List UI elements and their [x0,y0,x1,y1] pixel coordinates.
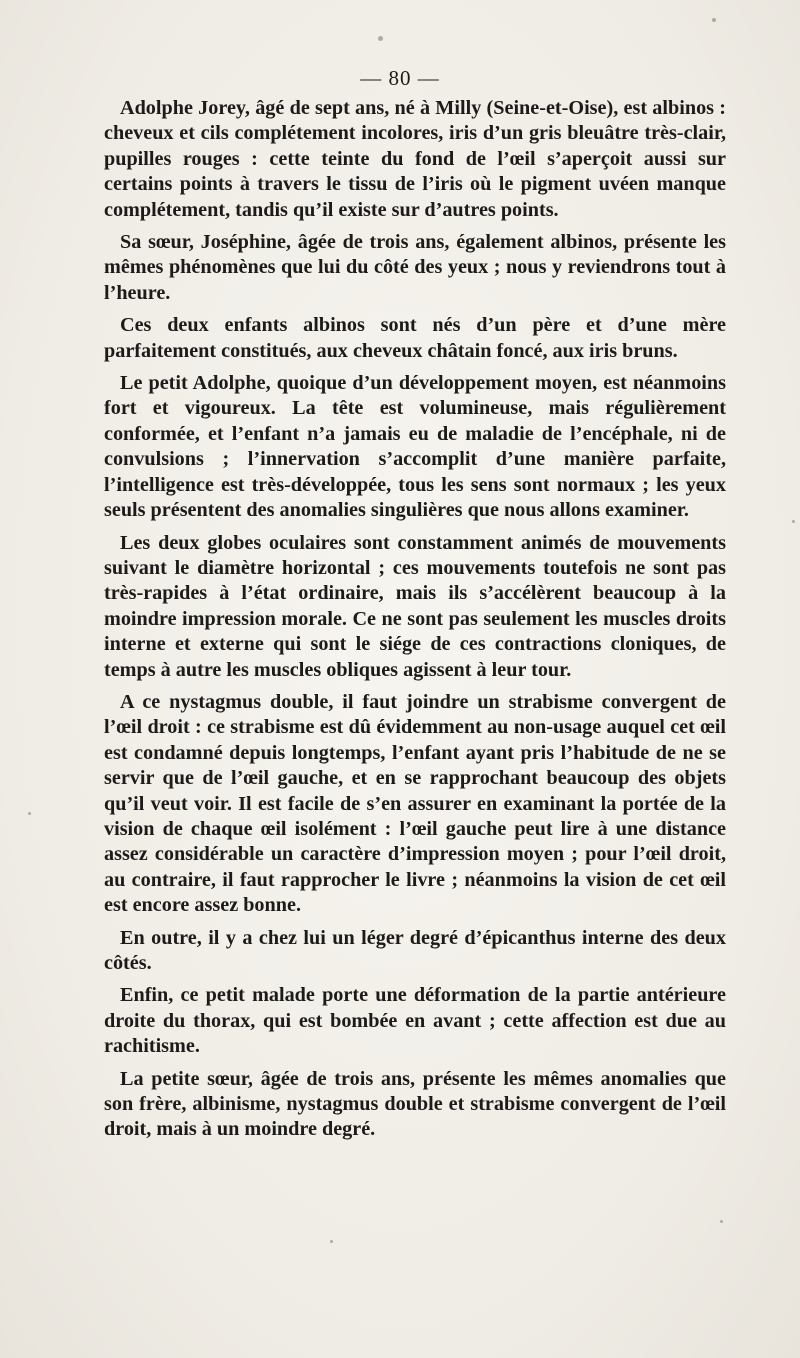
paragraph-1: Adolphe Jorey, âgé de sept ans, né à Milly (Seine-et-Oise), est albinos : cheveux et cils complétement incolores, iris d’un gris bleuâtre très-clair, pupilles rouges : cette teinte du fond de l’œil s’aperçoit aussi sur certains points à travers le tissu de l’iris où le pigment uvéen manque complétement, tandis qu’il existe sur d’autres points. [104,97,726,221]
paragraph-4: Le petit Adolphe, quoique d’un développement moyen, est néanmoins fort et vigoureux. La tête est volumineuse, mais régulièrement conformée, et l’enfant n’a jamais eu de maladie de l’encéphale, ni de convulsions ; l’innervation s’accomplit d’une manière parfaite, l’intelligence est très-développée, tous les sens sont normaux ; les yeux seuls présentent des anomalies singulières que nous allons examiner. [104,372,726,522]
page-number: — 80 — [360,66,440,90]
paper-speck [712,18,716,22]
paper-speck [378,36,383,41]
paragraph-2: Sa sœur, Joséphine, âgée de trois ans, également albinos, présente les mêmes phénomènes que lui du côté des yeux ; nous y reviendrons tout à l’heure. [104,231,726,304]
paper-speck [792,520,795,523]
paragraph-3: Ces deux enfants albinos sont nés d’un père et d’une mère parfaitement constitués, aux cheveux châtain foncé, aux iris bruns. [104,314,726,362]
paper-speck [330,1240,333,1243]
body-text [104,96,726,1150]
paragraph-8: Enfin, ce petit malade porte une déformation de la partie antérieure droite du thorax, qui est bombée en avant ; cette affection est due au rachitisme. [104,984,726,1058]
paragraph-5: Les deux globes oculaires sont constamment animés de mouvements suivant le diamètre horizontal ; ces mouvements toutefois ne sont pas très-rapides à l’état ordinaire, mais ils s’accélèrent beaucoup à la moindre impression morale. Ce ne sont pas seulement les muscles droits interne et externe qui sont le siége de ces contractions cloniques, de temps à autre les muscles obliques agissent à leur tour. [104,531,726,681]
paragraph-6: A ce nystagmus double, il faut joindre un strabisme convergent de l’œil droit : ce strabisme est dû évidemment au non-usage auquel cet œil est condamné depuis longtemps, l’enfant ayant pris l’habitude de ne se servir que de l’œil gauche, et en se rapprochant beaucoup des objets qu’il veut voir. Il est facile de s’en assurer en examinant la portée de la vision de chaque œil isolément : l’œil gauche peut lire à une distance assez considérable un caractère d’impression moyen ; pour l’œil droit, au contraire, il faut rapprocher le livre ; néanmoins la vision de cet œil est encore assez bonne. [104,690,726,917]
paper-speck [28,812,31,815]
paragraph-7: En outre, il y a chez lui un léger degré d’épicanthus interne des deux côtés. [104,926,726,974]
paragraph-9: La petite sœur, âgée de trois ans, présente les mêmes anomalies que son frère, albinisme, nystagmus double et strabisme convergent de l’œil droit, mais à un moindre degré. [104,1067,726,1141]
paper-speck [720,1220,723,1223]
